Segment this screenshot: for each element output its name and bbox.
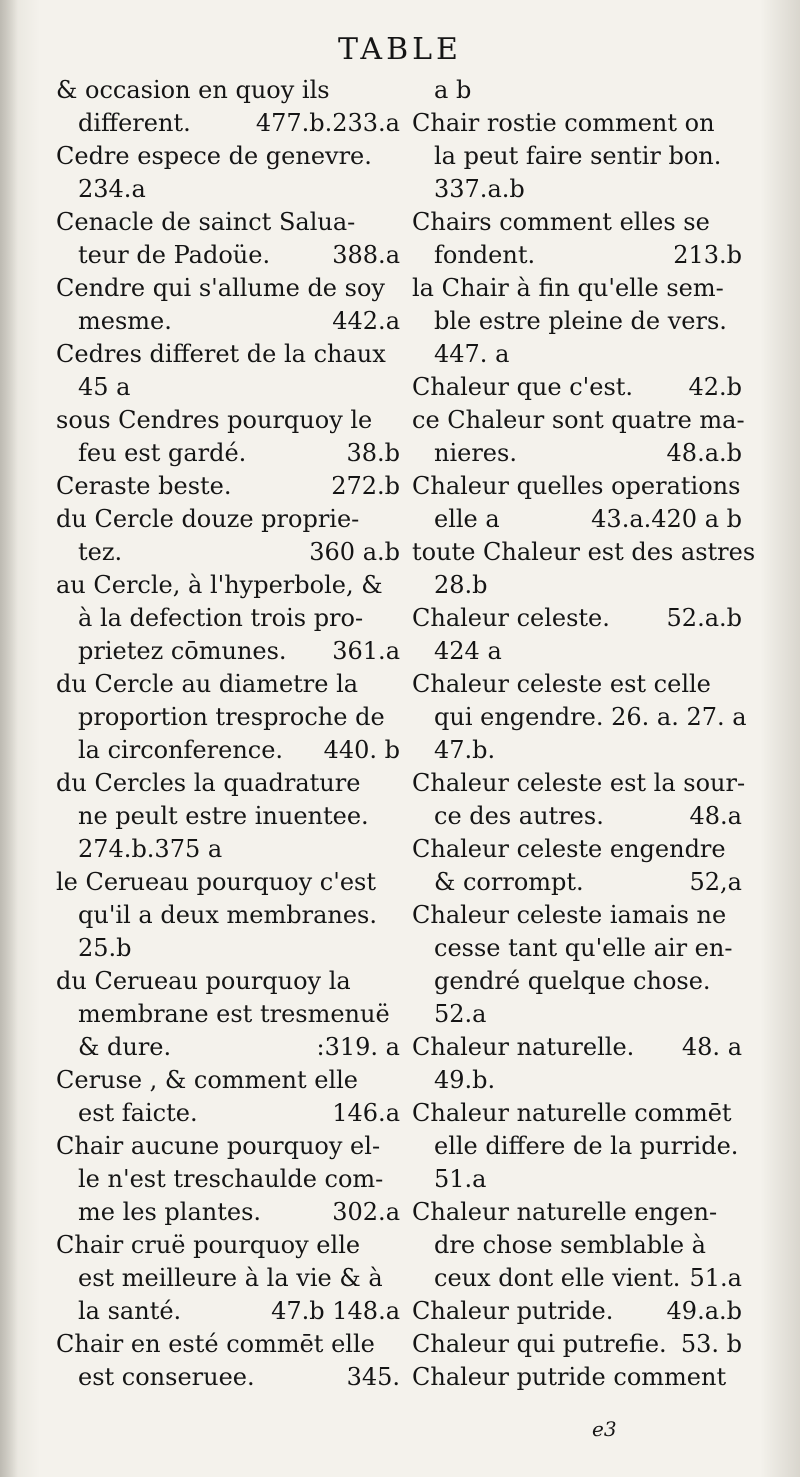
page-reference: 388.a <box>332 241 400 269</box>
index-entry <box>56 338 400 404</box>
index-entry <box>56 1229 400 1328</box>
index-entry <box>412 635 742 668</box>
right-column <box>412 74 756 1394</box>
entry-text: ne peult estre inuentee. <box>78 802 369 830</box>
entry-text: proportion tresproche de <box>78 703 385 731</box>
index-entry <box>412 206 742 272</box>
entry-text: 51.a <box>434 1165 487 1193</box>
entry-text: 47.b. <box>434 736 496 764</box>
index-entry <box>412 833 742 899</box>
entry-text: la santé. <box>78 1297 182 1325</box>
index-entry <box>56 668 400 767</box>
entry-text: Chaleur naturelle commēt <box>412 1099 732 1127</box>
index-entry <box>412 1361 742 1394</box>
entry-text: prietez cōmunes. <box>78 637 287 665</box>
page-reference: 49.a.b <box>666 1297 742 1325</box>
entry-text: Cedres differet de la chaux <box>56 340 386 368</box>
entry-text: different. <box>78 109 191 137</box>
signature-mark: e3 <box>592 1417 617 1441</box>
index-entry <box>412 272 742 371</box>
index-entry <box>412 1097 742 1196</box>
entry-text: a b <box>434 76 472 104</box>
entry-text: 424 a <box>434 637 502 665</box>
page-reference: :319. a <box>316 1033 400 1061</box>
entry-text: Chaleur celeste. <box>412 604 610 632</box>
entry-text: Chairs comment elles se <box>412 208 710 236</box>
entry-text: Chaleur putride comment <box>412 1363 727 1391</box>
index-entry <box>56 1130 400 1229</box>
index-entry <box>56 1328 400 1394</box>
page-reference: 477.b.233.a <box>255 109 400 137</box>
page-reference: 47.b 148.a <box>271 1297 400 1325</box>
index-entry <box>56 503 400 569</box>
page-reference: 52.a.b <box>666 604 742 632</box>
page-reference: 272.b <box>331 472 400 500</box>
index-entry <box>412 899 742 1031</box>
entry-text: Cenacle de sainct Salua- <box>56 208 356 236</box>
index-entry <box>56 140 400 206</box>
index-entry <box>412 767 746 833</box>
entry-text: Chaleur qui putrefie. <box>412 1330 667 1358</box>
entry-text: toute Chaleur est des astres <box>412 538 756 566</box>
entry-text: ble estre pleine de vers. <box>434 307 727 335</box>
binding-shadow <box>0 0 18 1477</box>
index-entry <box>412 1064 742 1097</box>
entry-text: du Cercle au diametre la <box>56 670 359 698</box>
index-entry <box>56 206 400 272</box>
entry-text: au Cercle, à l'hyperbole, & <box>56 571 383 599</box>
entry-text: 274.b.375 a <box>78 835 223 863</box>
entry-text: qui engendre. 26. a. 27. a <box>434 703 747 731</box>
entry-text: nieres. <box>434 439 517 467</box>
index-entry <box>412 371 742 404</box>
index-entry <box>412 1031 742 1064</box>
entry-text: cesse tant qu'elle air en- <box>434 934 733 962</box>
page-header: TABLE <box>338 32 462 67</box>
page-reference: 53. b <box>680 1330 742 1358</box>
entry-text: Cedre espece de genevre. <box>56 142 372 170</box>
index-entry <box>412 74 742 107</box>
index-entry <box>56 74 400 140</box>
entry-text: 28.b <box>434 571 488 599</box>
index-entry <box>412 107 742 206</box>
entry-text: dre chose semblable à <box>434 1231 706 1259</box>
entry-text: le Cerueau pourquoy c'est <box>56 868 377 896</box>
entry-text: membrane est tresmenuë <box>78 1000 390 1028</box>
page-reference: 345. <box>346 1363 400 1391</box>
entry-text: elle differe de la purride. <box>434 1132 739 1160</box>
entry-text: du Cerueau pourquoy la <box>56 967 351 995</box>
entry-text: Chair cruë pourquoy elle <box>56 1231 361 1259</box>
entry-text: Chaleur quelles operations <box>412 472 741 500</box>
entry-text: la Chair à fin qu'elle sem- <box>412 274 724 302</box>
index-entry <box>412 668 747 767</box>
entry-text: Chair aucune pourquoy el- <box>56 1132 381 1160</box>
entry-text: est faicte. <box>78 1099 198 1127</box>
entry-text: Ceruse , & comment elle <box>56 1066 358 1094</box>
entry-text: 25.b <box>78 934 132 962</box>
left-column <box>56 74 400 1394</box>
index-entry <box>412 1328 742 1361</box>
page-reference: 48.a <box>689 802 742 830</box>
entry-text: la circonference. <box>78 736 284 764</box>
index-entry <box>56 272 400 338</box>
entry-text: 49.b. <box>434 1066 496 1094</box>
entry-text: Chaleur naturelle. <box>412 1033 635 1061</box>
entry-text: est meilleure à la vie & à <box>78 1264 383 1292</box>
page-reference: 361.a <box>332 637 400 665</box>
page-reference: 42.b <box>688 373 742 401</box>
index-entry <box>56 1064 400 1130</box>
page-reference: 442.a <box>332 307 400 335</box>
entry-text: & dure. <box>78 1033 172 1061</box>
index-entry <box>56 767 400 866</box>
index-entry <box>56 866 400 965</box>
entry-text: 45 a <box>78 373 131 401</box>
page-reference: 52,a <box>689 868 742 896</box>
entry-text: mesme. <box>78 307 172 335</box>
index-entry <box>412 536 756 602</box>
index-entry <box>412 1295 742 1328</box>
index-entry <box>56 965 400 1064</box>
entry-text: Chair en esté commēt elle <box>56 1330 375 1358</box>
entry-text: ce des autres. <box>434 802 604 830</box>
entry-text: gendré quelque chose. <box>434 967 711 995</box>
entry-text: 234.a <box>78 175 146 203</box>
page-reference: 38.b <box>346 439 400 467</box>
entry-text: le n'est treschaulde com- <box>78 1165 384 1193</box>
entry-text: feu est gardé. <box>78 439 247 467</box>
page-reference: 360 a.b <box>309 538 400 566</box>
index-entry <box>412 404 745 470</box>
entry-text: Chaleur celeste est la sour- <box>412 769 746 797</box>
entry-text: tez. <box>78 538 123 566</box>
page-reference: 48. a <box>681 1033 742 1061</box>
entry-text: du Cercles la quadrature <box>56 769 361 797</box>
entry-text: Cendre qui s'allume de soy <box>56 274 385 302</box>
index-entry <box>412 602 742 635</box>
page-reference: 146.a <box>332 1099 400 1127</box>
entry-text: Chaleur celeste est celle <box>412 670 711 698</box>
entry-text: teur de Padoüe. <box>78 241 271 269</box>
index-entry <box>412 470 742 536</box>
entry-text: Chaleur celeste iamais ne <box>412 901 727 929</box>
page-reference: 48.a.b <box>666 439 742 467</box>
entry-text: la peut faire sentir bon. <box>434 142 722 170</box>
entry-text: à la defection trois pro- <box>78 604 364 632</box>
entry-text: ce Chaleur sont quatre ma- <box>412 406 745 434</box>
page-reference: 302.a <box>332 1198 400 1226</box>
entry-text: Chaleur putride. <box>412 1297 614 1325</box>
entry-text: Chaleur naturelle engen- <box>412 1198 718 1226</box>
page-reference: 440. b <box>323 736 400 764</box>
entry-text: 337.a.b <box>434 175 525 203</box>
page-reference: 51.a <box>689 1264 742 1292</box>
entry-text: me les plantes. <box>78 1198 262 1226</box>
entry-text: est conseruee. <box>78 1363 255 1391</box>
entry-text: fondent. <box>434 241 536 269</box>
entry-text: 447. a <box>434 340 510 368</box>
entry-text: ceux dont elle vient. <box>434 1264 681 1292</box>
entry-text: du Cercle douze proprie- <box>56 505 360 533</box>
index-entry <box>412 1196 742 1295</box>
entry-text: 52.a <box>434 1000 487 1028</box>
entry-text: qu'il a deux membranes. <box>78 901 377 929</box>
entry-text: elle a <box>434 505 500 533</box>
index-entry <box>56 470 400 503</box>
entry-text: & corrompt. <box>434 868 584 896</box>
index-entry <box>56 404 400 470</box>
entry-text: Ceraste beste. <box>56 472 232 500</box>
entry-text: sous Cendres pourquoy le <box>56 406 373 434</box>
entry-text: Chair rostie comment on <box>412 109 715 137</box>
page-reference: 213.b <box>673 241 742 269</box>
page-reference: 43.a.420 a b <box>591 505 742 533</box>
entry-text: Chaleur que c'est. <box>412 373 634 401</box>
index-entry <box>56 569 400 668</box>
entry-text: & occasion en quoy ils <box>56 76 330 104</box>
entry-text: Chaleur celeste engendre <box>412 835 726 863</box>
